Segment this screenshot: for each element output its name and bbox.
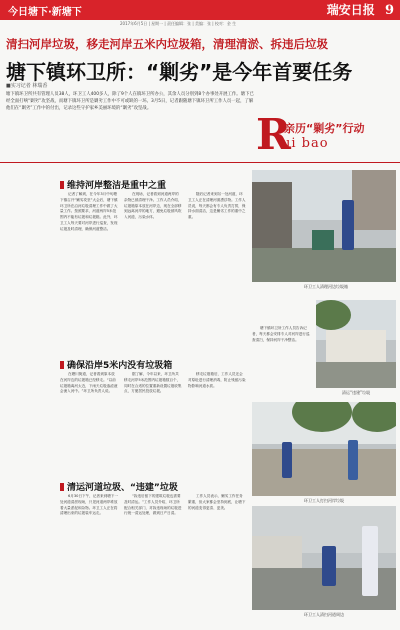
section-heading-1: 维持河岸整洁是重中之重	[60, 178, 166, 191]
photo-worker-riverbank	[252, 170, 396, 282]
column-text: 随后记者来到另一处河道，环卫工人正在清理河面漂浮物。工作人员说，每天都会有专人负责打捞，保持水面清洁，这是剿劣工作的重中之重。	[188, 192, 246, 220]
photo-caption: 环卫工人清扫河道周边	[304, 612, 344, 617]
column-text: 工作人员表示，剿劣工作任务繁重，但大家都会坚持到底，让塘下的河道变得更清、更美。	[188, 494, 246, 510]
column-text: 记者了解到，在今年3月中旬塘下镇召开“剿劣攻坚”大会后，塘下镇环卫所在沿河垃圾清理工作中做了大量工作。按照要求，河道两岸5米范围内不能有垃圾和垃圾箱。此外，环卫工人每天要对河岸进行巡查，发现垃圾及时清理，确保河道整洁。	[60, 192, 118, 231]
photo-sweeping	[252, 402, 396, 496]
column-logo	[256, 110, 396, 159]
column-text: 在塘川街道，记者看到原本放在河岸边的垃圾箱已经移走。“以前垃圾箱离河太近，下雨天垃圾渗滤液会流入河中。”环卫所负责人说。	[60, 372, 118, 394]
photo-caption: 环卫工人清理河边垃圾箱	[304, 284, 348, 289]
photo-caption: 清运“违建”垃圾	[341, 390, 371, 395]
column-text: “拆违后留下的建筑垃圾也需要及时清运。”工作人员介绍，环卫所配合相关部门，对拆违现场的垃圾进行统一清运处理，做到日产日清。	[124, 494, 182, 516]
section-heading-2: 确保沿岸5米内没有垃圾箱	[60, 358, 172, 371]
column-text: 6月30日下午，记者来到塘下一处河道清淤现场，只见河道两岸堆放着大量淤泥和杂物。环卫工人正在将清理出来的垃圾装车运走。	[60, 494, 118, 516]
logo-title: 亲历“剿劣”行动	[284, 122, 365, 135]
lead-paragraph: 塘下镇环卫所共有管理人员38人，环卫工人400多人，除了9个人在镇环卫所办公，其余人员分别到8个办事处开展工作。塘下已经全面打响“剿劣”攻坚战，而塘下镇环卫所是剿劣工作中不可或缺的一环。3月5日，记者跟随塘下镇环卫所工作人员一起，了解他们在“剿劣”工作中的付出，记录这些守护家乡美丽环境的“剿劣”攻坚战。	[6, 92, 254, 111]
paper-masthead	[327, 1, 394, 18]
article-subtitle: 清扫河岸垃圾，移走河岸五米内垃圾箱，清理清淤、拆违后垃圾	[6, 37, 328, 51]
column-text: 据了解，今年以来，环卫所共移走河岸5米范围内垃圾箱数百个，同时在合适的位置重新设置垃圾收集点，方便居民投放垃圾。	[124, 372, 182, 394]
photo-caption: 环卫工人打扫河岸垃圾	[304, 498, 344, 503]
column-text: 在现场，记者看到河道两岸的杂物已被清理干净。工作人员介绍，垃圾箱原本放在河岸边，现在全部移到远离河岸的地方，避免垃圾被风吹入河道，污染水体。	[124, 192, 182, 220]
section-label: 今日塘下·新塘下	[8, 7, 82, 18]
article-title: 塘下镇环卫所：“剿劣”是今年首要任务	[6, 60, 353, 84]
issue-meta: 2017年6月5日 | 星期一 | 责任编辑：张 | 美编：张 | 校对：金 生	[120, 21, 237, 26]
photo-truck	[316, 300, 396, 388]
column-text: 塘下镇环卫所工作人员告诉记者，每天都会安排专人对河岸进行巡查清扫，保持河岸干净整洁。	[252, 326, 310, 342]
column-text: 移走垃圾箱后，工作人员还会对原址进行清理消毒，防止残留污染物影响河道水质。	[188, 372, 246, 388]
section-heading-3: 清运河道垃圾、“违建”垃圾	[60, 480, 178, 493]
photo-cleaning	[252, 506, 396, 610]
logo-english: ui bao	[282, 136, 329, 151]
divider	[0, 162, 400, 163]
logo-letter: R	[256, 110, 291, 159]
byline: ■实习记者 林瑞香	[6, 83, 48, 89]
page-number: 9	[384, 3, 394, 18]
page-header	[0, 0, 400, 20]
paper-name: 瑞安日报	[326, 3, 375, 17]
